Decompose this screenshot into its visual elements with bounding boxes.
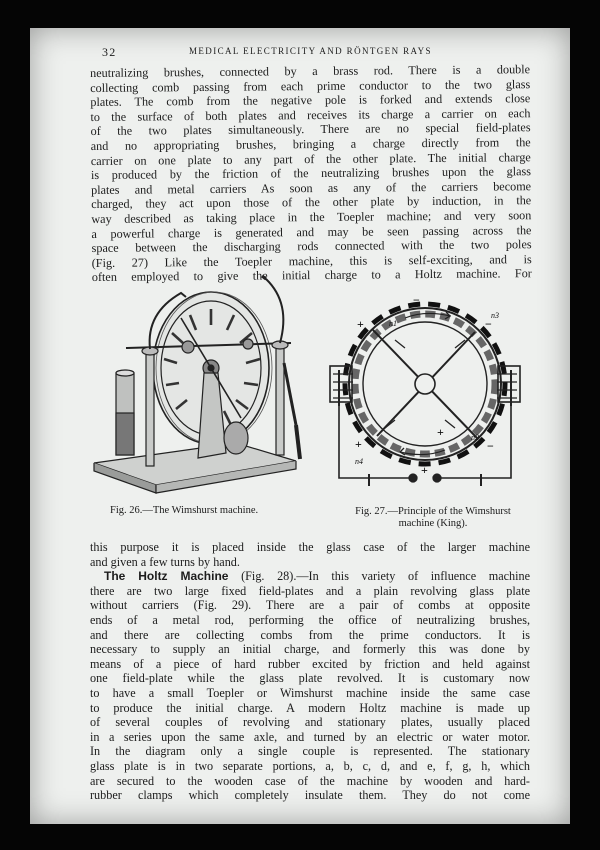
label-n4: n4 [355,457,363,466]
text-line: carrier on one plate to any part of the other plate. The initial charge [90,149,531,168]
label-n1: n1 [389,319,397,328]
fig27-caption [326,506,540,530]
text-line: and there are collecting combs from the prime conductors. It is [90,627,530,642]
text-line: of the two plates simultaneously. There are no special field-plates [90,120,531,139]
top-paragraph [90,62,532,285]
fig26-caption: Fig. 26.—The Wimshurst machine. [110,505,259,516]
text-line: there are two large fixed field-plates and a plain revolving glass plate [90,583,530,598]
wimshurst-machine-illustration [86,273,314,503]
text-line: to have a small Toepler or Wimshurst machine inside the same case [90,685,530,700]
holtz-heading-line [90,569,530,584]
text-line: this purpose it is placed inside the glass case of the larger machine [90,540,530,554]
plus-sign: + [421,463,428,477]
text-line: glass plate is in two separate portions, a, b, c, d, and e, f, g, h, which [90,758,530,773]
label-n2: n2 [471,433,479,442]
page-header [102,45,542,59]
book-page [30,28,570,824]
text-line: to the surface of both plates and receives its charge a carrier on each [90,105,531,124]
text-line: rubber clamps which completely insulate them. They do not come [90,788,530,803]
text-line: ends of a metal rod, performing the office of neutralizing brushes, [90,612,530,627]
text-line: charged, they act upon those of the other plate by induction, in the [91,193,532,212]
plus-sign: + [357,317,364,331]
text-line: neutralizing brushes, connected by a brass rod. There is a double [90,62,531,80]
minus-sign: − [487,439,494,453]
text-line: plates. The comb from the negative pole is forked and extends close [90,91,531,110]
running-head: MEDICAL ELECTRICITY AND RÖNTGEN RAYS [189,46,432,56]
text-line: and no appropriating brushes, bringing a charge directly from the [90,135,531,153]
text-line: In the diagram only a single couple is represented. The stationary [90,744,530,759]
minus-sign: − [485,317,492,331]
text-line: necessary to supply an initial charge, and formerly this was done by [90,642,530,657]
label-n3: n3 [491,311,499,320]
plus-sign: + [355,437,362,451]
text-line: means of a piece of hard rubber excited by friction and held against [90,656,530,671]
text-line: to produce the initial charge. A modern Holtz machine is made up [90,700,530,715]
minus-sign: − [413,293,420,307]
text-line: is produced by the friction of the neutralizing brushes upon the glass [90,164,531,183]
wimshurst-principle-diagram [325,278,535,500]
section-heading: The Holtz Machine [104,569,229,584]
page-number: 32 [102,45,117,59]
fig27-caption-line: machine (King). [398,518,468,529]
text-line: often employed to give the initial charge to a Holtz machine. For [91,266,532,285]
text-line: are secured to the wooden case of the machine by wooden and hard- [90,773,530,788]
text-line: and given a few turns by hand. [90,554,240,569]
text-line: collecting comb passing from each prime conductor to the two glass [90,76,531,95]
text-line: without carriers (Fig. 29). There are a pair of combs at opposite [90,598,530,613]
text-line: a powerful charge is generated and may be seen passing across the [91,222,532,241]
text-line: way described as taking place in the Toepler machine; and very soon [91,208,532,226]
text-line: of several couples of revolving and stationary plates, usually placed [90,715,530,730]
bottom-text [90,540,530,803]
heading-line-rest: (Fig. 28).—In this variety of influence machine [228,569,530,584]
text-line: plates and metal carriers As soon as any of the carriers become [91,178,532,197]
fig27-caption-line: Fig. 27.—Principle of the Wimshurst [355,506,511,517]
text-line: in a series upon the same axle, and turned by an electric or water motor. [90,729,530,744]
text-line: (Fig. 27) Like the Toepler machine, this is self-exciting, and is [91,251,532,270]
plus-sign: + [437,425,444,439]
text-line: space between the discharging rods connected with the two poles [91,237,532,256]
text-line: one field-plate while the glass plate revolved. It is customary now [90,671,530,686]
